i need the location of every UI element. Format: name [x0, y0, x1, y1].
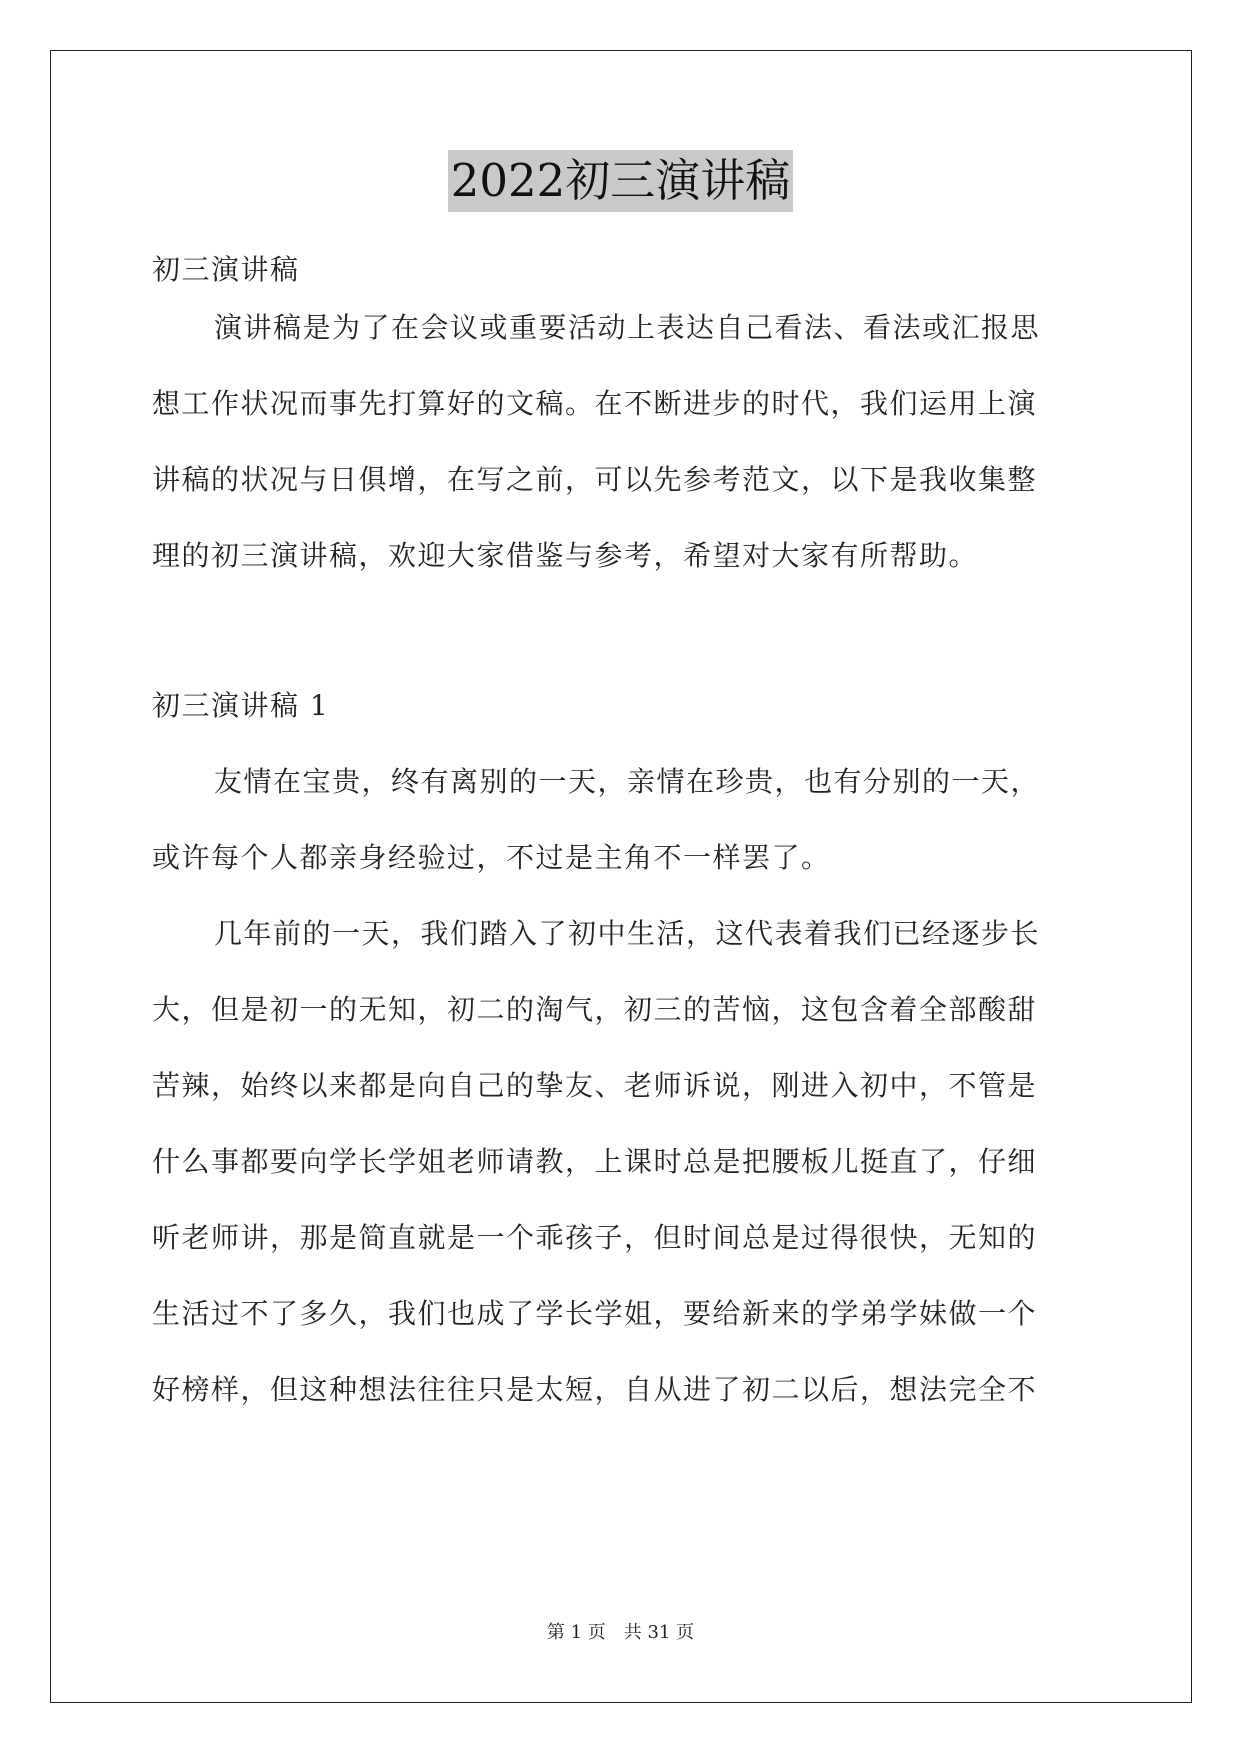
paragraph-line: 大，但是初一的无知，初二的淘气，初三的苦恼，这包含着全部酸甜 [152, 993, 1038, 1026]
paragraph-line: 演讲稿是为了在会议或重要活动上表达自己看法、看法或汇报思 [214, 311, 1041, 344]
blank-line [152, 594, 1092, 668]
paragraph-line: 生活过不了多久，我们也成了学长学姐，要给新来的学弟学妹做一个 [152, 1297, 1038, 1330]
document-title: 2022初三演讲稿 [448, 150, 794, 212]
paragraph-line: 苦辣，始终以来都是向自己的挚友、老师诉说，刚进入初中，不管是 [152, 1069, 1038, 1102]
paragraph-line: 理的初三演讲稿，欢迎大家借鉴与参考，希望对大家有所帮助。 [152, 539, 979, 572]
section-heading-1: 初三演讲稿 1 [152, 689, 330, 722]
paragraph-line: 友情在宝贵，终有离别的一天，亲情在珍贵，也有分别的一天， [214, 765, 1041, 798]
page-footer: 第 1 页 共 31 页 [546, 1622, 695, 1643]
section-heading-intro: 初三演讲稿 [152, 253, 300, 286]
title-area [0, 150, 1241, 212]
paragraph-line: 什么事都要向学长学姐老师请教，上课时总是把腰板儿挺直了，仔细 [152, 1145, 1038, 1178]
paragraph-line: 几年前的一天，我们踏入了初中生活，这代表着我们已经逐步长 [214, 917, 1041, 950]
document-body [152, 250, 1092, 1428]
paragraph-line: 讲稿的状况与日俱增，在写之前，可以先参考范文，以下是我收集整 [152, 463, 1038, 496]
paragraph-line: 或许每个人都亲身经验过，不过是主角不一样罢了。 [152, 841, 831, 874]
paragraph-line: 听老师讲，那是简直就是一个乖孩子，但时间总是过得很快，无知的 [152, 1221, 1038, 1254]
paragraph-line: 想工作状况而事先打算好的文稿。在不断进步的时代，我们运用上演 [152, 387, 1038, 420]
paragraph-line: 好榜样，但这种想法往往只是太短，自从进了初二以后，想法完全不 [152, 1373, 1038, 1406]
